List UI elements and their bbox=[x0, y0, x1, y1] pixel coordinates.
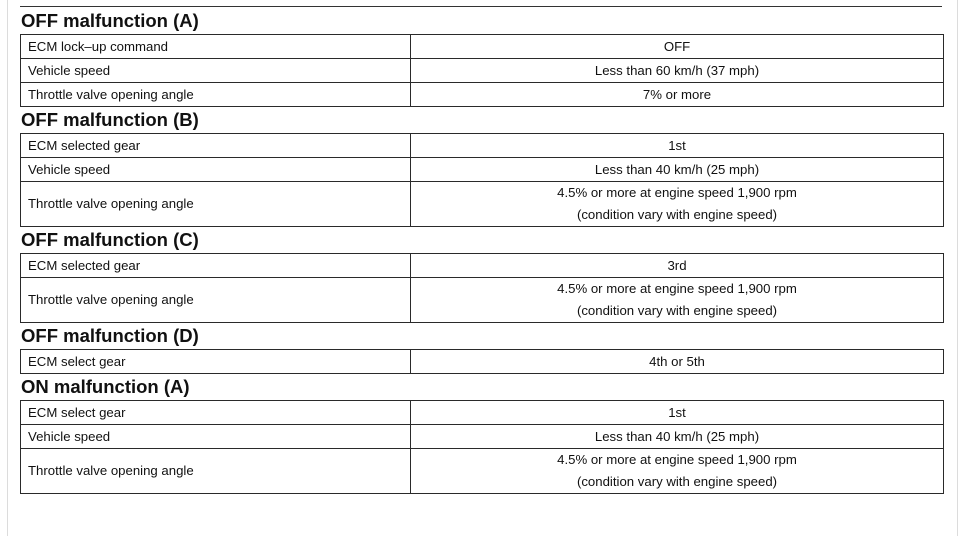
table-row bbox=[21, 449, 944, 494]
condition-value-line: 4.5% or more at engine speed 1,900 rpm bbox=[557, 281, 797, 296]
condition-label: ECM select gear bbox=[21, 350, 411, 374]
page-right-border bbox=[957, 0, 958, 536]
section-title: ON malfunction (A) bbox=[21, 376, 190, 397]
condition-value-line: Less than 60 km/h (37 mph) bbox=[594, 62, 760, 78]
condition-value-line: 3rd bbox=[667, 257, 687, 273]
condition-value-line: Less than 40 km/h (25 mph) bbox=[594, 161, 760, 177]
condition-value bbox=[411, 401, 944, 425]
table-row bbox=[21, 83, 944, 107]
condition-value-line: OFF bbox=[663, 38, 691, 54]
condition-label: ECM select gear bbox=[21, 401, 411, 425]
condition-value bbox=[411, 350, 944, 374]
condition-value bbox=[411, 134, 944, 158]
condition-value bbox=[411, 278, 944, 323]
condition-label: Throttle valve opening angle bbox=[21, 449, 411, 494]
condition-value bbox=[411, 35, 944, 59]
table-row bbox=[21, 158, 944, 182]
condition-value-line: 4.5% or more at engine speed 1,900 rpm bbox=[557, 185, 797, 200]
condition-value-line: (condition vary with engine speed) bbox=[576, 207, 778, 222]
document-content bbox=[20, 8, 944, 494]
section-title: OFF malfunction (D) bbox=[21, 325, 199, 346]
table-row bbox=[21, 182, 944, 227]
condition-table bbox=[20, 253, 944, 323]
condition-value-line: 4th or 5th bbox=[649, 353, 705, 369]
table-row bbox=[21, 401, 944, 425]
condition-value bbox=[411, 449, 944, 494]
condition-value-line: 7% or more bbox=[642, 86, 712, 102]
table-row bbox=[21, 59, 944, 83]
condition-label: Throttle valve opening angle bbox=[21, 278, 411, 323]
condition-value bbox=[411, 158, 944, 182]
section-title: OFF malfunction (A) bbox=[21, 10, 199, 31]
condition-label: Vehicle speed bbox=[21, 425, 411, 449]
section-title: OFF malfunction (B) bbox=[21, 109, 199, 130]
condition-label: Vehicle speed bbox=[21, 59, 411, 83]
condition-table bbox=[20, 349, 944, 374]
condition-value bbox=[411, 59, 944, 83]
condition-label: Throttle valve opening angle bbox=[21, 182, 411, 227]
table-row bbox=[21, 278, 944, 323]
condition-value bbox=[411, 182, 944, 227]
condition-value bbox=[411, 254, 944, 278]
condition-value-line: (condition vary with engine speed) bbox=[576, 303, 778, 318]
condition-table bbox=[20, 133, 944, 227]
condition-value-line: 1st bbox=[668, 137, 686, 153]
condition-label: ECM lock–up command bbox=[21, 35, 411, 59]
condition-table bbox=[20, 34, 944, 107]
table-row bbox=[21, 350, 944, 374]
condition-value-line: Less than 40 km/h (25 mph) bbox=[594, 428, 760, 444]
condition-table bbox=[20, 400, 944, 494]
page-left-border bbox=[7, 0, 8, 536]
condition-label: ECM selected gear bbox=[21, 134, 411, 158]
table-row bbox=[21, 35, 944, 59]
table-row bbox=[21, 254, 944, 278]
condition-label: Vehicle speed bbox=[21, 158, 411, 182]
condition-label: ECM selected gear bbox=[21, 254, 411, 278]
condition-value bbox=[411, 83, 944, 107]
condition-value-line: (condition vary with engine speed) bbox=[576, 474, 778, 489]
condition-label: Throttle valve opening angle bbox=[21, 83, 411, 107]
condition-value bbox=[411, 425, 944, 449]
table-row bbox=[21, 134, 944, 158]
top-rule bbox=[20, 6, 942, 7]
table-row bbox=[21, 425, 944, 449]
condition-value-line: 1st bbox=[668, 404, 686, 420]
section-title: OFF malfunction (C) bbox=[21, 229, 199, 250]
condition-value-line: 4.5% or more at engine speed 1,900 rpm bbox=[557, 452, 797, 467]
